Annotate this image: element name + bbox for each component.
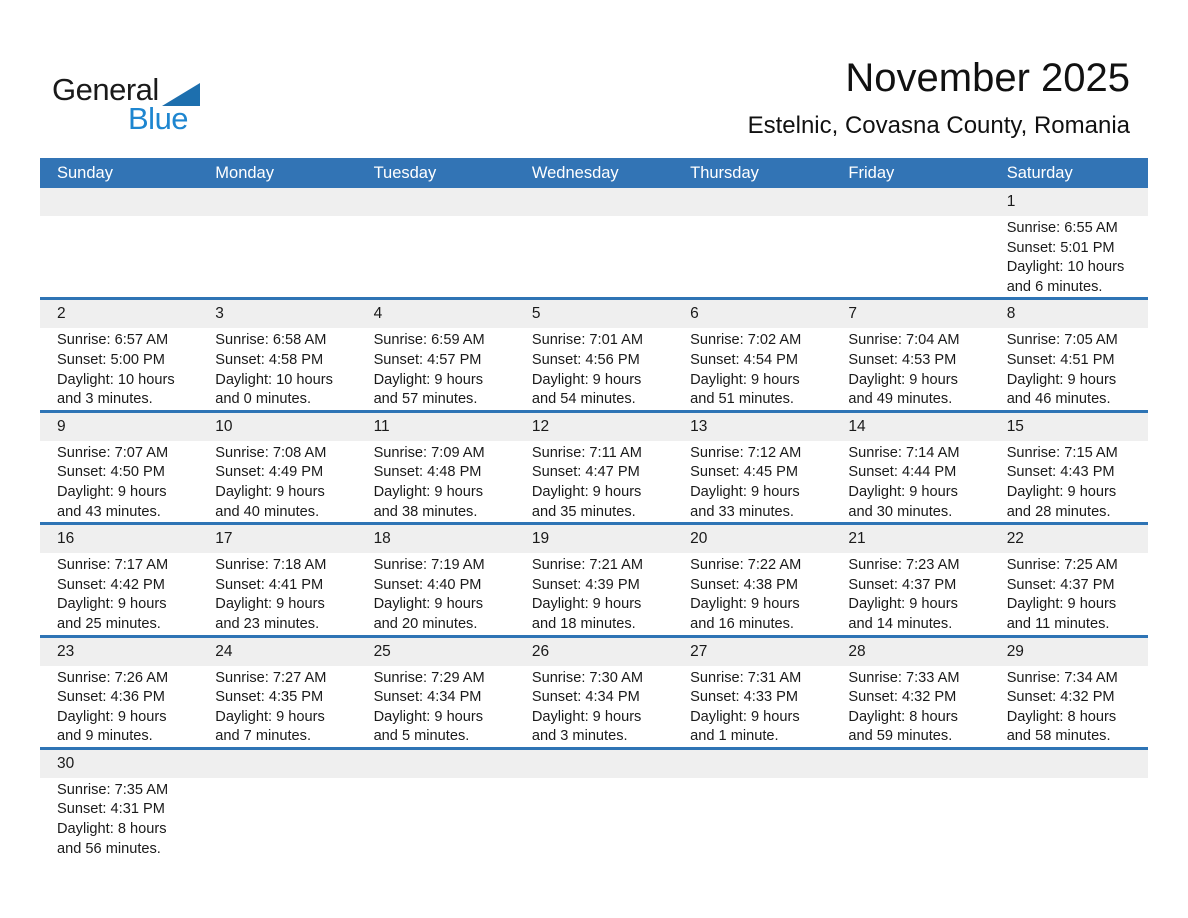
day-number: 11 (373, 417, 390, 435)
day-details-strip (40, 328, 1148, 409)
daylight-text-line1: Daylight: 9 hours (531, 708, 642, 725)
daylight-text-line2: and 14 minutes. (848, 615, 953, 632)
day-cell (831, 666, 989, 747)
daylight-text-line2: and 56 minutes. (57, 840, 161, 857)
daylight-text-line1: Daylight: 9 hours (531, 596, 642, 613)
daylight-text-line2: and 25 minutes. (57, 615, 161, 632)
day-cell (198, 778, 356, 859)
day-number: 28 (848, 642, 866, 660)
sunset-text: Sunset: 4:37 PM (848, 576, 957, 593)
sunrise-text: Sunrise: 7:21 AM (531, 557, 643, 574)
daylight-text-line1: Daylight: 9 hours (848, 596, 958, 613)
sunset-text: Sunset: 4:34 PM (531, 689, 640, 706)
sunset-text: Sunset: 4:34 PM (373, 689, 482, 706)
daylight-text-line2: and 23 minutes. (215, 615, 320, 632)
sunset-text: Sunset: 4:56 PM (531, 351, 640, 368)
sunrise-text: Sunrise: 7:05 AM (1006, 332, 1118, 349)
daylight-text-line2: and 30 minutes. (848, 503, 953, 520)
day-cell (40, 441, 198, 522)
daylight-text-line1: Daylight: 8 hours (848, 708, 958, 725)
daylight-text-line1: Daylight: 9 hours (848, 371, 958, 388)
sunrise-text: Sunrise: 7:11 AM (531, 444, 642, 461)
day-number: 17 (215, 530, 233, 548)
daylight-text-line2: and 58 minutes. (1006, 728, 1111, 745)
daylight-text-line2: and 35 minutes. (531, 503, 636, 520)
daylight-text-line2: and 59 minutes. (848, 728, 953, 745)
general-blue-logo (52, 72, 200, 137)
sunset-text: Sunset: 5:00 PM (57, 351, 165, 368)
day-cell (40, 778, 198, 859)
sunset-text: Sunset: 4:32 PM (848, 689, 957, 706)
daylight-text-line2: and 46 minutes. (1006, 391, 1111, 408)
daylight-text-line2: and 3 minutes. (531, 728, 628, 745)
sunset-text: Sunset: 5:01 PM (1006, 239, 1115, 256)
sunset-text: Sunset: 4:31 PM (57, 801, 165, 818)
weekday-header-tuesday: Tuesday (373, 164, 437, 182)
day-number (198, 188, 356, 216)
daylight-text-line2: and 18 minutes. (531, 615, 636, 632)
sunrise-text: Sunrise: 7:22 AM (690, 557, 802, 574)
sunset-text: Sunset: 4:41 PM (215, 576, 324, 593)
weekday-header-wednesday: Wednesday (531, 164, 619, 182)
day-number: 27 (690, 642, 708, 660)
sunset-text: Sunset: 4:53 PM (848, 351, 957, 368)
day-number (40, 188, 198, 216)
day-number-strip (40, 525, 1148, 553)
calendar-week-row (40, 638, 1148, 750)
sunrise-text: Sunrise: 7:33 AM (848, 669, 960, 686)
daylight-text-line1: Daylight: 9 hours (373, 483, 484, 500)
sunrise-text: Sunrise: 7:30 AM (531, 669, 643, 686)
daylight-text-line2: and 9 minutes. (57, 728, 153, 745)
daylight-text-line2: and 5 minutes. (373, 728, 470, 745)
day-number-strip (40, 638, 1148, 666)
day-cell (198, 666, 356, 747)
sunrise-text: Sunrise: 7:25 AM (1006, 557, 1118, 574)
day-number: 26 (531, 642, 550, 660)
day-number-strip (40, 413, 1148, 441)
sunset-text: Sunset: 4:49 PM (215, 464, 324, 481)
logo-word-general: General (52, 72, 159, 107)
day-number: 2 (57, 305, 66, 323)
daylight-text-line2: and 51 minutes. (690, 391, 794, 408)
day-number: 23 (57, 642, 75, 660)
sunrise-text: Sunrise: 7:14 AM (848, 444, 960, 461)
daylight-text-line1: Daylight: 9 hours (531, 371, 642, 388)
sunset-text: Sunset: 4:39 PM (531, 576, 640, 593)
daylight-text-line2: and 38 minutes. (373, 503, 478, 520)
day-cell (357, 778, 515, 859)
daylight-text-line2: and 0 minutes. (215, 391, 312, 408)
daylight-text-line1: Daylight: 9 hours (57, 596, 167, 613)
day-cell (198, 441, 356, 522)
daylight-text-line2: and 11 minutes. (1006, 615, 1110, 632)
day-number: 15 (1006, 417, 1024, 435)
day-cell (673, 778, 831, 859)
day-number-strip (40, 750, 1148, 778)
weekday-header-friday: Friday (848, 164, 895, 182)
daylight-text-line1: Daylight: 10 hours (57, 371, 175, 388)
calendar-week-row (40, 525, 1148, 637)
weekday-header-monday: Monday (215, 164, 274, 182)
sunrise-text: Sunrise: 7:23 AM (848, 557, 960, 574)
day-number: 13 (690, 417, 708, 435)
day-cell (831, 553, 989, 634)
day-number: 20 (690, 530, 708, 548)
day-number: 16 (57, 530, 75, 548)
daylight-text-line2: and 20 minutes. (373, 615, 478, 632)
day-cell (515, 666, 673, 747)
daylight-text-line1: Daylight: 9 hours (848, 483, 958, 500)
day-number: 22 (1006, 530, 1024, 548)
day-cell (40, 553, 198, 634)
daylight-text-line1: Daylight: 9 hours (373, 596, 484, 613)
daylight-text-line1: Daylight: 9 hours (215, 483, 325, 500)
weekday-header-saturday: Saturday (1006, 164, 1073, 182)
day-cell (515, 216, 673, 297)
calendar-week-row (40, 750, 1148, 859)
calendar-week-row (40, 188, 1148, 300)
daylight-text-line1: Daylight: 10 hours (215, 371, 333, 388)
day-number: 5 (531, 305, 541, 323)
sunset-text: Sunset: 4:47 PM (531, 464, 640, 481)
day-number (673, 188, 831, 216)
sunrise-text: Sunrise: 7:01 AM (531, 332, 643, 349)
day-cell (673, 216, 831, 297)
day-cell (515, 553, 673, 634)
page-title: November 2025 (845, 56, 1130, 100)
day-cell (673, 553, 831, 634)
daylight-text-line2: and 6 minutes. (1006, 278, 1103, 295)
sunrise-text: Sunrise: 7:29 AM (373, 669, 485, 686)
day-cell (198, 328, 356, 409)
day-details-strip (40, 216, 1148, 297)
sunrise-text: Sunrise: 6:57 AM (57, 332, 169, 349)
daylight-text-line1: Daylight: 9 hours (373, 371, 484, 388)
day-cell (515, 778, 673, 859)
sunset-text: Sunset: 4:44 PM (848, 464, 957, 481)
daylight-text-line2: and 7 minutes. (215, 728, 312, 745)
day-details-strip (40, 553, 1148, 634)
day-cell (357, 441, 515, 522)
day-cell (831, 216, 989, 297)
daylight-text-line2: and 1 minute. (690, 728, 779, 745)
sunrise-text: Sunrise: 7:35 AM (57, 781, 169, 798)
day-number: 1 (1006, 193, 1016, 210)
sunrise-text: Sunrise: 7:17 AM (57, 557, 169, 574)
day-cell (40, 216, 198, 297)
sunrise-text: Sunrise: 7:34 AM (1006, 669, 1118, 686)
daylight-text-line1: Daylight: 10 hours (1006, 259, 1125, 276)
daylight-text-line1: Daylight: 8 hours (1006, 708, 1117, 725)
day-cell (40, 328, 198, 409)
day-number: 3 (215, 305, 224, 323)
sunset-text: Sunset: 4:42 PM (57, 576, 165, 593)
sunset-text: Sunset: 4:38 PM (690, 576, 799, 593)
page-subtitle: Estelnic, Covasna County, Romania (747, 112, 1130, 139)
day-cell (357, 553, 515, 634)
day-cell (515, 328, 673, 409)
day-cell (198, 216, 356, 297)
day-cell (357, 666, 515, 747)
day-cell (357, 328, 515, 409)
day-number: 10 (215, 417, 233, 435)
day-number (515, 188, 673, 216)
daylight-text-line2: and 33 minutes. (690, 503, 794, 520)
day-number-strip (40, 300, 1148, 328)
day-number: 19 (531, 530, 550, 548)
sunset-text: Sunset: 4:43 PM (1006, 464, 1115, 481)
daylight-text-line2: and 3 minutes. (57, 391, 153, 408)
sunrise-text: Sunrise: 7:02 AM (690, 332, 802, 349)
sunset-text: Sunset: 4:57 PM (373, 351, 482, 368)
day-cell (673, 328, 831, 409)
day-cell (990, 216, 1148, 297)
daylight-text-line1: Daylight: 9 hours (373, 708, 484, 725)
daylight-text-line2: and 16 minutes. (690, 615, 794, 632)
daylight-text-line1: Daylight: 9 hours (690, 483, 800, 500)
daylight-text-line2: and 40 minutes. (215, 503, 320, 520)
sunrise-text: Sunrise: 7:09 AM (373, 444, 485, 461)
sunset-text: Sunset: 4:40 PM (373, 576, 482, 593)
day-number: 18 (373, 530, 391, 548)
day-number (515, 750, 673, 778)
day-cell (831, 328, 989, 409)
day-details-strip (40, 778, 1148, 859)
day-number: 4 (373, 305, 383, 323)
daylight-text-line1: Daylight: 9 hours (1006, 371, 1117, 388)
day-cell (990, 553, 1148, 634)
day-number: 25 (373, 642, 391, 660)
daylight-text-line1: Daylight: 9 hours (690, 371, 800, 388)
sunrise-text: Sunrise: 7:15 AM (1006, 444, 1118, 461)
day-number: 7 (848, 305, 858, 323)
sunset-text: Sunset: 4:35 PM (215, 689, 324, 706)
day-number: 12 (531, 417, 550, 435)
daylight-text-line1: Daylight: 9 hours (215, 596, 325, 613)
sunrise-text: Sunrise: 6:55 AM (1006, 220, 1118, 236)
sunrise-text: Sunrise: 7:08 AM (215, 444, 327, 461)
daylight-text-line1: Daylight: 8 hours (57, 821, 167, 838)
daylight-text-line1: Daylight: 9 hours (215, 708, 325, 725)
day-number (673, 750, 831, 778)
day-number (198, 750, 356, 778)
sunset-text: Sunset: 4:50 PM (57, 464, 165, 481)
sunset-text: Sunset: 4:32 PM (1006, 689, 1115, 706)
sunset-text: Sunset: 4:36 PM (57, 689, 165, 706)
calendar-table (40, 158, 1148, 859)
day-number: 21 (848, 530, 866, 548)
day-cell (990, 778, 1148, 859)
daylight-text-line2: and 28 minutes. (1006, 503, 1111, 520)
calendar-week-row (40, 413, 1148, 525)
sunrise-text: Sunrise: 7:18 AM (215, 557, 327, 574)
day-cell (990, 441, 1148, 522)
sunset-text: Sunset: 4:54 PM (690, 351, 799, 368)
day-details-strip (40, 441, 1148, 522)
calendar-body (40, 188, 1148, 859)
sunset-text: Sunset: 4:37 PM (1006, 576, 1115, 593)
sunrise-text: Sunrise: 6:58 AM (215, 332, 327, 349)
weekday-header-row (40, 158, 1148, 188)
sunset-text: Sunset: 4:45 PM (690, 464, 799, 481)
day-cell (357, 216, 515, 297)
sunrise-text: Sunrise: 6:59 AM (373, 332, 485, 349)
daylight-text-line1: Daylight: 9 hours (690, 708, 800, 725)
day-number (831, 750, 989, 778)
sunrise-text: Sunrise: 7:12 AM (690, 444, 802, 461)
daylight-text-line1: Daylight: 9 hours (531, 483, 642, 500)
weekday-header-thursday: Thursday (690, 164, 759, 182)
day-number (831, 188, 989, 216)
day-cell (515, 441, 673, 522)
sunrise-text: Sunrise: 7:04 AM (848, 332, 960, 349)
day-cell (831, 441, 989, 522)
daylight-text-line1: Daylight: 9 hours (57, 483, 167, 500)
daylight-text-line2: and 54 minutes. (531, 391, 636, 408)
weekday-header-sunday: Sunday (57, 164, 113, 182)
day-number (357, 750, 515, 778)
day-cell (673, 666, 831, 747)
title-block (748, 56, 1130, 140)
day-number: 6 (690, 305, 699, 323)
sunrise-text: Sunrise: 7:07 AM (57, 444, 169, 461)
day-cell (673, 441, 831, 522)
day-number (357, 188, 515, 216)
sunrise-text: Sunrise: 7:31 AM (690, 669, 802, 686)
sunset-text: Sunset: 4:48 PM (373, 464, 482, 481)
day-number: 30 (57, 754, 75, 772)
sunrise-text: Sunrise: 7:27 AM (215, 669, 327, 686)
day-cell (831, 778, 989, 859)
logo-word-blue: Blue (128, 101, 189, 136)
day-number: 29 (1006, 642, 1024, 660)
sunset-text: Sunset: 4:51 PM (1006, 351, 1115, 368)
daylight-text-line1: Daylight: 9 hours (1006, 483, 1117, 500)
daylight-text-line2: and 43 minutes. (57, 503, 161, 520)
sunset-text: Sunset: 4:58 PM (215, 351, 324, 368)
day-details-strip (40, 666, 1148, 747)
sunrise-text: Sunrise: 7:26 AM (57, 669, 169, 686)
day-cell (40, 666, 198, 747)
day-cell (198, 553, 356, 634)
daylight-text-line2: and 57 minutes. (373, 391, 478, 408)
calendar-week-row (40, 300, 1148, 412)
day-number (990, 750, 1148, 778)
day-number: 8 (1006, 305, 1016, 323)
daylight-text-line1: Daylight: 9 hours (1006, 596, 1117, 613)
day-cell (990, 666, 1148, 747)
daylight-text-line1: Daylight: 9 hours (57, 708, 167, 725)
daylight-text-line2: and 49 minutes. (848, 391, 953, 408)
sunset-text: Sunset: 4:33 PM (690, 689, 799, 706)
day-number: 14 (848, 417, 866, 435)
day-number-strip (40, 188, 1148, 216)
day-cell (990, 328, 1148, 409)
day-number: 24 (215, 642, 233, 660)
sunrise-text: Sunrise: 7:19 AM (373, 557, 485, 574)
daylight-text-line1: Daylight: 9 hours (690, 596, 800, 613)
day-number: 9 (57, 417, 66, 435)
